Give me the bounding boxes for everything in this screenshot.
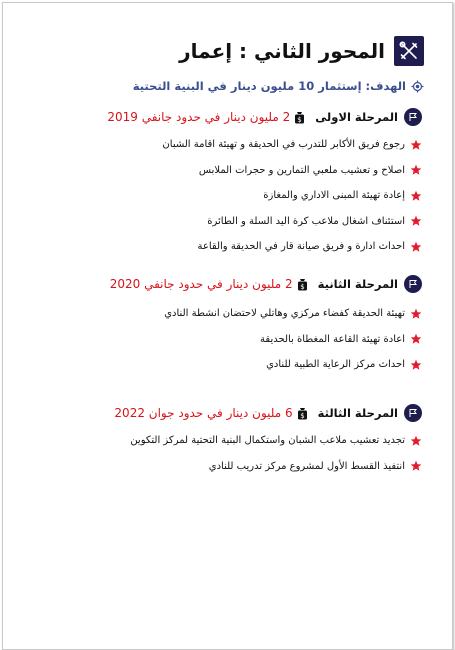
tools-icon <box>394 36 424 66</box>
list-item: اصلاح و تعشيب ملعبي التمارين و حجرات الملابس <box>162 158 422 184</box>
flag-icon <box>404 404 422 422</box>
section-header <box>179 34 424 68</box>
star-icon <box>410 241 422 253</box>
phase-header <box>114 404 422 422</box>
goal-line <box>133 79 424 93</box>
phase-header <box>110 275 422 293</box>
star-icon <box>410 215 422 227</box>
phase-budget: 2 مليون دينار في حدود جانفي 2020 <box>109 277 293 291</box>
list-item: اعادة تهيئة القاعة المغطاة بالحديقة <box>164 327 422 353</box>
phase-budget: 2 مليون دينار في حدود جانفي 2019 <box>107 110 291 124</box>
phase-budget: 6 مليون دينار في حدود جوان 2022 <box>114 406 293 420</box>
star-icon <box>410 164 422 176</box>
phase-header <box>107 108 422 126</box>
svg-text:$: $ <box>297 115 303 124</box>
svg-text:$: $ <box>299 282 305 291</box>
star-icon <box>410 333 422 345</box>
list-item: احداث مركز الرعاية الطبية للنادي <box>164 352 422 378</box>
list-item: إعادة تهيئة المبنى الاداري والمغازة <box>162 183 422 209</box>
list-item: انتفيذ القسط الأول لمشروع مركز تدريب للنادي <box>130 454 422 480</box>
phase-name: المرحلة الاولى <box>315 110 398 124</box>
star-icon <box>410 435 422 447</box>
svg-text:$: $ <box>299 411 305 420</box>
goal-text: الهدف: إستثمار 10 مليون دينار في البنية التحتية <box>132 79 406 93</box>
list-item: تهيئة الحديقة كفضاء مركزي وهاتلي لاحتضان انشطة النادي <box>164 301 422 327</box>
list-item: احداث ادارة و فريق صيانة قار في الحديقة والقاعة <box>162 234 422 260</box>
star-icon <box>410 308 422 320</box>
phase-name: المرحلة الثانية <box>317 277 398 291</box>
target-icon <box>411 80 424 93</box>
money-bag-icon <box>294 111 305 124</box>
task-list <box>164 301 422 378</box>
star-icon <box>410 460 422 472</box>
money-bag-icon <box>297 407 308 420</box>
document-page <box>2 2 453 650</box>
page-title: المحور الثاني : إعمار <box>179 39 385 63</box>
list-item: تجديد تعشيب ملاعب الشبان واستكمال البنية التحتية لمركز التكوين <box>130 428 422 454</box>
task-list <box>130 428 422 479</box>
star-icon <box>410 359 422 371</box>
flag-icon <box>404 108 422 126</box>
money-bag-icon <box>297 278 308 291</box>
flag-icon <box>404 275 422 293</box>
list-item: استئناف اشغال ملاعب كرة اليد السلة و الطائرة <box>162 209 422 235</box>
task-list <box>162 132 422 260</box>
phase-name: المرحلة الثالثة <box>317 406 398 420</box>
star-icon <box>410 190 422 202</box>
star-icon <box>410 139 422 151</box>
list-item: رجوع فريق الأكابر للتدرب في الحديقة و تهيئة اقامة الشبان <box>162 132 422 158</box>
